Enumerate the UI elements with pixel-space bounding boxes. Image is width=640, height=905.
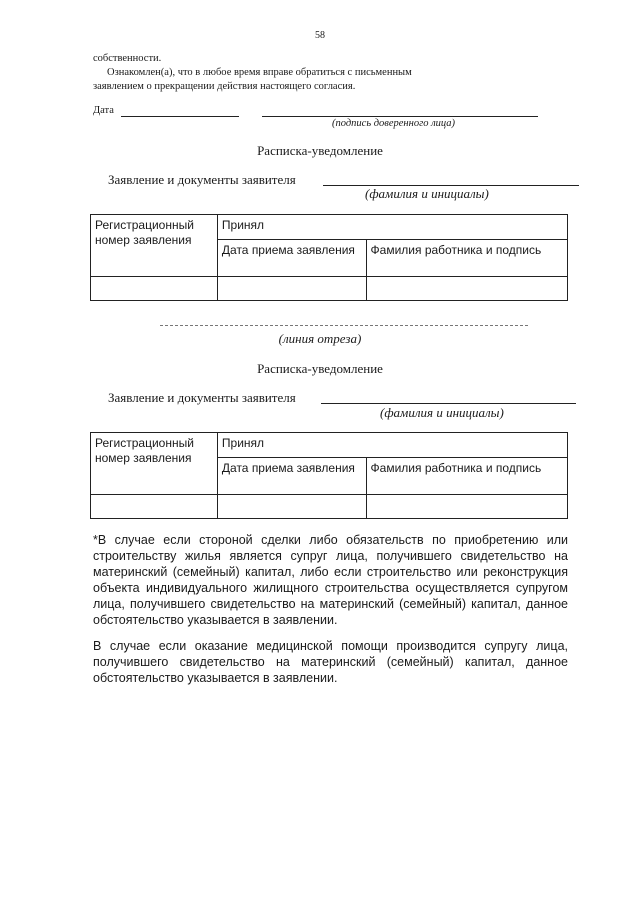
footnote-spouse-medical: В случае если оказание медицинской помощи производится супругу лица, получившего свидетельство на материнский (семейный) капитал, данное обстоятельство указывается в заявлении. <box>93 639 568 685</box>
date-label: Дата <box>93 105 114 116</box>
receipt-2-applicant-label: Заявление и документы заявителя <box>108 390 296 405</box>
receipt-2-table <box>90 432 568 519</box>
receipt-2-applicant-name-line <box>321 403 576 404</box>
receipt-2-date-value[interactable] <box>217 495 366 519</box>
receipt-1-name-caption: (фамилия и инициалы) <box>365 186 489 201</box>
receipt-2-employee-header: Фамилия работника и подпись <box>366 458 567 495</box>
receipt-1-date-header: Дата приема заявления <box>217 240 366 277</box>
page-number: 58 <box>315 30 325 41</box>
receipt-1-table <box>90 214 568 301</box>
receipt-2-date-header: Дата приема заявления <box>217 458 366 495</box>
signature-caption: (подпись доверенного лица) <box>332 118 456 129</box>
receipt-1-accepted-header: Принял <box>217 215 567 240</box>
receipt-1-employee-header: Фамилия работника и подпись <box>366 240 567 277</box>
cut-line <box>160 325 528 326</box>
receipt-1-applicant-label: Заявление и документы заявителя <box>108 172 296 187</box>
date-field-line <box>121 116 239 117</box>
receipt-1-reg-header: Регистрационный номер заявления <box>91 215 218 277</box>
receipt-2-name-caption: (фамилия и инициалы) <box>380 405 504 420</box>
receipt-1-date-value[interactable] <box>217 277 366 301</box>
receipt-2-reg-value[interactable] <box>91 495 218 519</box>
consent-line-1: собственности. <box>93 53 162 64</box>
receipt-2-title: Расписка-уведомление <box>257 361 383 376</box>
cut-line-caption: (линия отреза) <box>278 331 362 346</box>
consent-line-2: Ознакомлен(а), что в любое время вправе обратиться с письменным <box>107 67 412 78</box>
footnote-spouse-housing: *В случае если стороной сделки либо обязательств по приобретению или строительству жилья является супруг лица, получившего свидетельство на материнский (семейный) капитал, либо если строительство или реконструкция объекта индивидуального жилищного строительства осуществляется супругом лица, получившего свидетельство на материнский (семейный) капитал, данное обстоятельство указывается в заявлении. <box>93 533 568 627</box>
receipt-1-title: Расписка-уведомление <box>257 143 383 158</box>
receipt-1-employee-value[interactable] <box>366 277 567 301</box>
receipt-2-reg-header: Регистрационный номер заявления <box>91 433 218 495</box>
consent-line-3: заявлением о прекращении действия настоящего согласия. <box>93 81 356 92</box>
receipt-2-accepted-header: Принял <box>217 433 567 458</box>
receipt-1-reg-value[interactable] <box>91 277 218 301</box>
receipt-2-employee-value[interactable] <box>366 495 567 519</box>
